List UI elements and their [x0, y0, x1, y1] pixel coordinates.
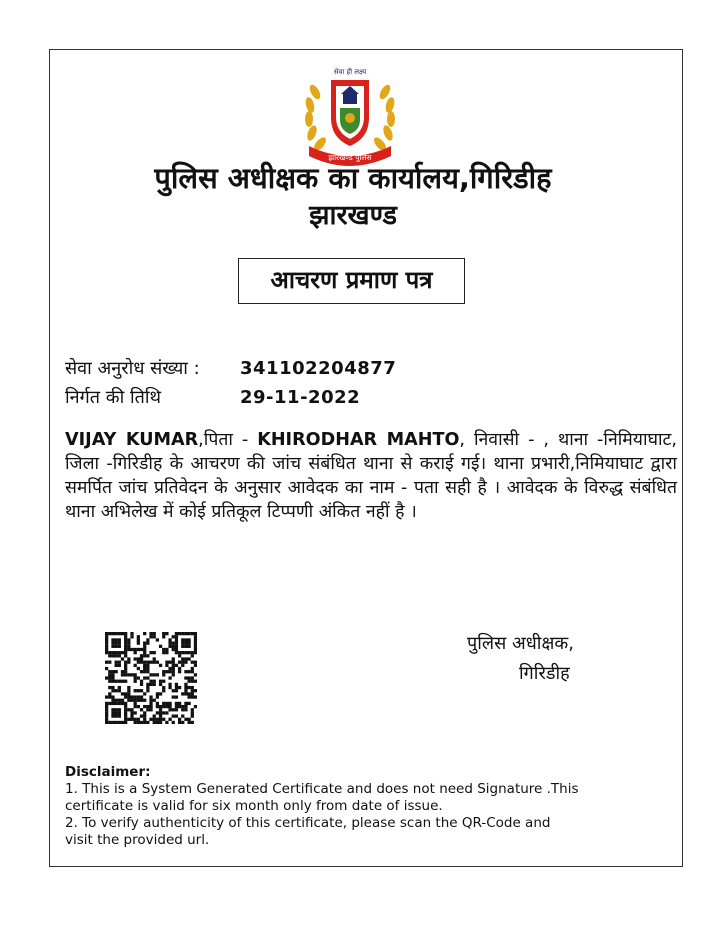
- applicant-name: VIJAY KUMAR: [65, 430, 199, 450]
- office-title: पुलिस अधीक्षक का कार्यालय,गिरिडीह: [154, 161, 552, 195]
- disclaimer-line-4: visit the provided url.: [65, 832, 210, 848]
- request-number-label: सेवा अनुरोध संख्या :: [65, 358, 200, 379]
- father-label: ,पिता -: [198, 430, 258, 450]
- logo-motto: सेवा ही लक्ष्य: [333, 68, 367, 76]
- police-emblem-logo: [301, 62, 399, 168]
- disclaimer-line-2: certificate is valid for six month only from date of issue.: [65, 798, 443, 814]
- issue-date-value: 29-11-2022: [240, 387, 361, 408]
- disclaimer-line-3: 2. To verify authenticity of this certificate, please scan the QR-Code and: [65, 815, 551, 831]
- state-title: झारखण्ड: [309, 200, 397, 231]
- body-statement: , निवासी - , थाना -निमियाघाट, जिला -गिरिडीह के आचरण की जांच संबंधित थाना से कराई गई। थाना प्रभारी,निमियाघाट द्वारा समर्पित जांच प्रतिवेदन के अनुसार आवेदक का नाम - पता सही है । आवेदक के विरुद्ध संबंधित थाना अभिलेख में कोई प्रतिकूल टिप्पणी अंकित नहीं है ।: [65, 430, 677, 522]
- logo-ribbon-text: झारखण्ड पुलिस: [328, 153, 372, 162]
- father-name: KHIRODHAR MAHTO: [257, 430, 460, 450]
- issue-date-row: [65, 386, 361, 410]
- disclaimer-line-1: 1. This is a System Generated Certificate and does not need Signature .This: [65, 781, 579, 797]
- qr-code-icon[interactable]: [105, 632, 197, 724]
- request-number-row: [65, 357, 397, 381]
- certificate-body: [65, 428, 677, 524]
- disclaimer-title: Disclaimer:: [65, 764, 151, 780]
- signatory-location: गिरिडीह: [519, 663, 570, 684]
- signatory-designation: पुलिस अधीक्षक,: [467, 633, 574, 654]
- disclaimer: [65, 764, 665, 849]
- issue-date-label: निर्गत की तिथि: [65, 387, 162, 408]
- request-number-value: 341102204877: [240, 358, 397, 379]
- certificate-title: आचरण प्रमाण पत्र: [238, 258, 465, 304]
